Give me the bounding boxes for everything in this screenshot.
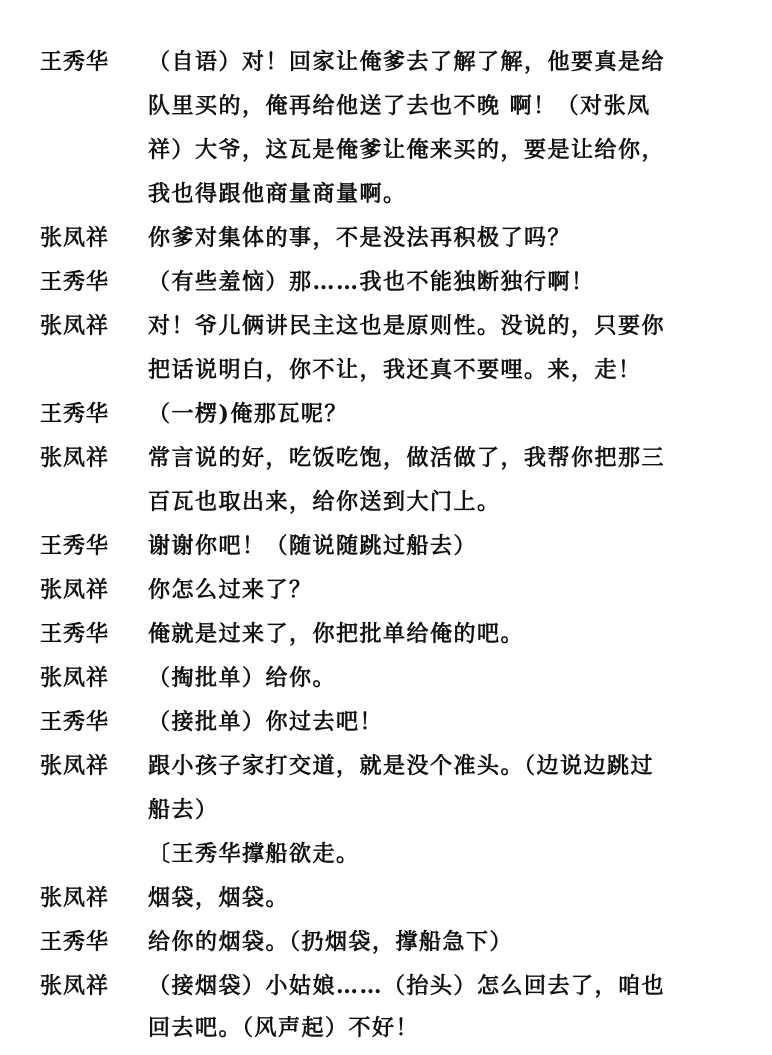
speaker-name: 张凤祥: [40, 885, 110, 911]
speaker-name: 王秀华: [40, 621, 110, 647]
dialogue-line: [0, 484, 772, 520]
stage-direction-line: [0, 836, 772, 872]
dialogue-line: [0, 88, 772, 124]
dialogue-text: （自语）对！回家让俺爹去了解了解，他要真是给: [148, 49, 666, 75]
speaker-name: 张凤祥: [40, 665, 110, 691]
dialogue-text: 船去）: [148, 797, 219, 823]
dialogue-line: [0, 660, 772, 696]
dialogue-line: [0, 44, 772, 80]
dialogue-text: 把话说明白，你不让，我还真不要哩。来，走！: [148, 357, 642, 383]
dialogue-text: 俺就是过来了，你把批单给俺的吧。: [148, 621, 525, 647]
dialogue-line: [0, 132, 772, 168]
dialogue-text: 跟小孩子家打交道，就是没个准头。（边说边跳过: [148, 753, 655, 779]
dialogue-line: [0, 440, 772, 476]
dialogue-text: 祥）大爷，这瓦是俺爹让俺来买的，要是让给你，: [148, 137, 666, 163]
dialogue-line: [0, 308, 772, 344]
speaker-name: 张凤祥: [40, 313, 110, 339]
dialogue-text: 烟袋，烟袋。: [148, 885, 290, 911]
dialogue-text: （接批单）你过去吧！: [148, 709, 384, 735]
dialogue-line: [0, 616, 772, 652]
dialogue-line: [0, 748, 772, 784]
dialogue-text: 谢谢你吧！（随说随跳过船去）: [148, 533, 478, 559]
dialogue-line: [0, 264, 772, 300]
speaker-name: 王秀华: [40, 929, 110, 955]
dialogue-line: [0, 792, 772, 828]
dialogue-text: 你怎么过来了？: [148, 577, 313, 603]
speaker-name: 王秀华: [40, 401, 110, 427]
dialogue-text: 对！爷儿俩讲民主这也是原则性。没说的，只要你: [148, 313, 666, 339]
dialogue-text: （有些羞恼）那……我也不能独断独行啊！: [148, 269, 595, 295]
dialogue-line: [0, 352, 772, 388]
dialogue-line: [0, 572, 772, 608]
speaker-name: 王秀华: [40, 49, 110, 75]
dialogue-text: 给你的烟袋。（扔烟袋，撑船急下）: [148, 929, 514, 955]
dialogue-text: （一楞)俺那瓦呢？: [148, 401, 348, 427]
speaker-name: 张凤祥: [40, 753, 110, 779]
dialogue-text: 你爹对集体的事，不是没法再积极了吗？: [148, 225, 572, 251]
page-crop-edge: [0, 1042, 772, 1055]
dialogue-text: （掏批单）给你。: [148, 665, 337, 691]
speaker-name: 张凤祥: [40, 445, 110, 471]
dialogue-line-cut-off: [0, 1010, 772, 1046]
speaker-name: 王秀华: [40, 709, 110, 735]
dialogue-line: [0, 704, 772, 740]
speaker-name: 王秀华: [40, 269, 110, 295]
dialogue-line: [0, 924, 772, 960]
dialogue-text: 我也得跟他商量商量啊。: [148, 181, 407, 207]
dialogue-text: 常言说的好，吃饭吃饱，做活做了，我帮你把那三: [148, 445, 666, 471]
dialogue-text: 队里买的，俺再给他送了去也不晚 啊！（对张凤: [148, 93, 651, 119]
dialogue-text: 百瓦也取出来，给你送到大门上。: [148, 489, 501, 515]
dialogue-line: [0, 528, 772, 564]
stage-direction-text: 〔王秀华撑船欲走。: [148, 841, 360, 867]
speaker-name: 张凤祥: [40, 225, 110, 251]
dialogue-line: [0, 396, 772, 432]
dialogue-line: [0, 176, 772, 212]
dialogue-line: [0, 880, 772, 916]
speaker-name: 张凤祥: [40, 973, 110, 999]
dialogue-line: [0, 968, 772, 1004]
dialogue-text: 回去吧。（风声起）不好！: [148, 1015, 420, 1041]
dialogue-text: （接烟袋）小姑娘……（抬头）怎么回去了，咱也: [148, 973, 666, 999]
speaker-name: 张凤祥: [40, 577, 110, 603]
speaker-name: 王秀华: [40, 533, 110, 559]
dialogue-line: [0, 220, 772, 256]
